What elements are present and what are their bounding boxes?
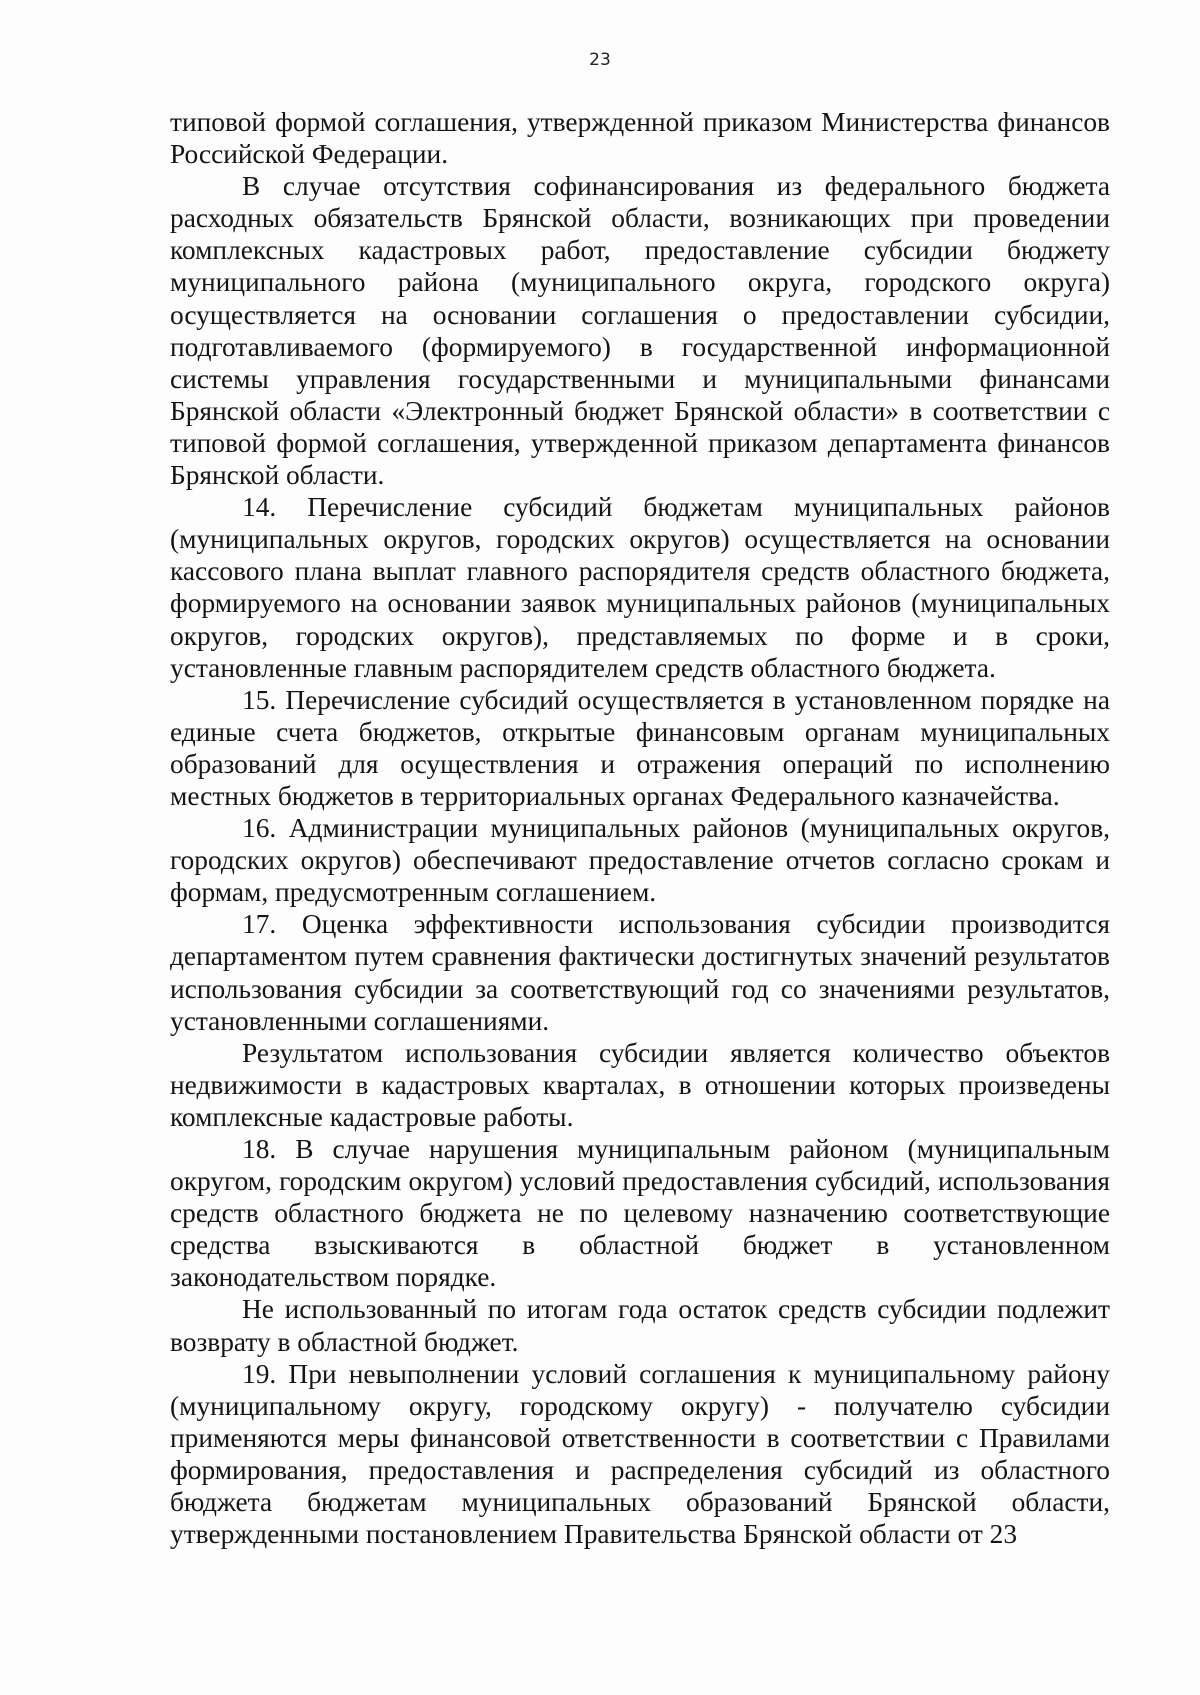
paragraph-item-18: 18. В случае нарушения муниципальным районом (муниципальным округом, городским округом) условий предоставления субсидий, использования средств областного бюджета не по целевому назначению соответствующие средства взыскиваются в областной бюджет в установленном законодательством порядке. xyxy=(170,1134,1110,1293)
paragraph-item-16: 16. Администрации муниципальных районов (муниципальных округов, городских округов) обеспечивают предоставление отчетов согласно срокам и формам, предусмотренным соглашением. xyxy=(170,813,1110,908)
paragraph-item-14: 14. Перечисление субсидий бюджетам муниципальных районов (муниципальных округов, городских округов) осуществляется на основании кассового плана выплат главного распорядителя средств областного бюджета, формируемого на основании заявок муниципальных районов (муниципальных округов, городских округов), представляемых по форме и в сроки, установленные главным распорядителем средств областного бюджета. xyxy=(170,492,1110,683)
paragraph-continuation: типовой формой соглашения, утвержденной приказом Министерства финансов Российской Федерации. xyxy=(170,107,1110,170)
paragraph-item-15: 15. Перечисление субсидий осуществляется в установленном порядке на единые счета бюджетов, открытые финансовым органам муниципальных образований для осуществления и отражения операций по исполнению местных бюджетов в территориальных органах Федерального казначейства. xyxy=(170,684,1110,811)
page-number: 23 xyxy=(589,50,611,70)
paragraph-item-17: 17. Оценка эффективности использования субсидии производится департаментом путем сравнения фактически достигнутых значений результатов использования субсидии за соответствующий год со значениями результатов, установленными соглашениями. xyxy=(170,909,1110,1036)
paragraph-item-18-remainder: Не использованный по итогам года остаток средств субсидии подлежит возврату в областной бюджет. xyxy=(170,1294,1110,1357)
paragraph-item-17-result: Результатом использования субсидии является количество объектов недвижимости в кадастровых кварталах, в отношении которых произведены комплексные кадастровые работы. xyxy=(170,1037,1110,1132)
document-body xyxy=(170,106,1110,1550)
paragraph-no-cofinancing: В случае отсутствия софинансирования из федерального бюджета расходных обязательств Брянской области, возникающих при проведении комплексных кадастровых работ, предоставление субсидии бюджету муниципального района (муниципального округа, городского округа) осуществляется на основании соглашения о предоставлении субсидии, подготавливаемого (формируемого) в государственной информационной системы управления государственными и муниципальными финансами Брянской области «Электронный бюджет Брянской области» в соответствии с типовой формой соглашения, утвержденной приказом департамента финансов Брянской области. xyxy=(170,171,1110,491)
paragraph-item-19: 19. При невыполнении условий соглашения к муниципальному району (муниципальному округу, городскому округу) - получателю субсидии применяются меры финансовой ответственности в соответствии с Правилами формирования, предоставления и распределения субсидий из областного бюджета бюджетам муниципальных образований Брянской области, утвержденными постановлением Правительства Брянской области от 23 xyxy=(170,1358,1110,1550)
